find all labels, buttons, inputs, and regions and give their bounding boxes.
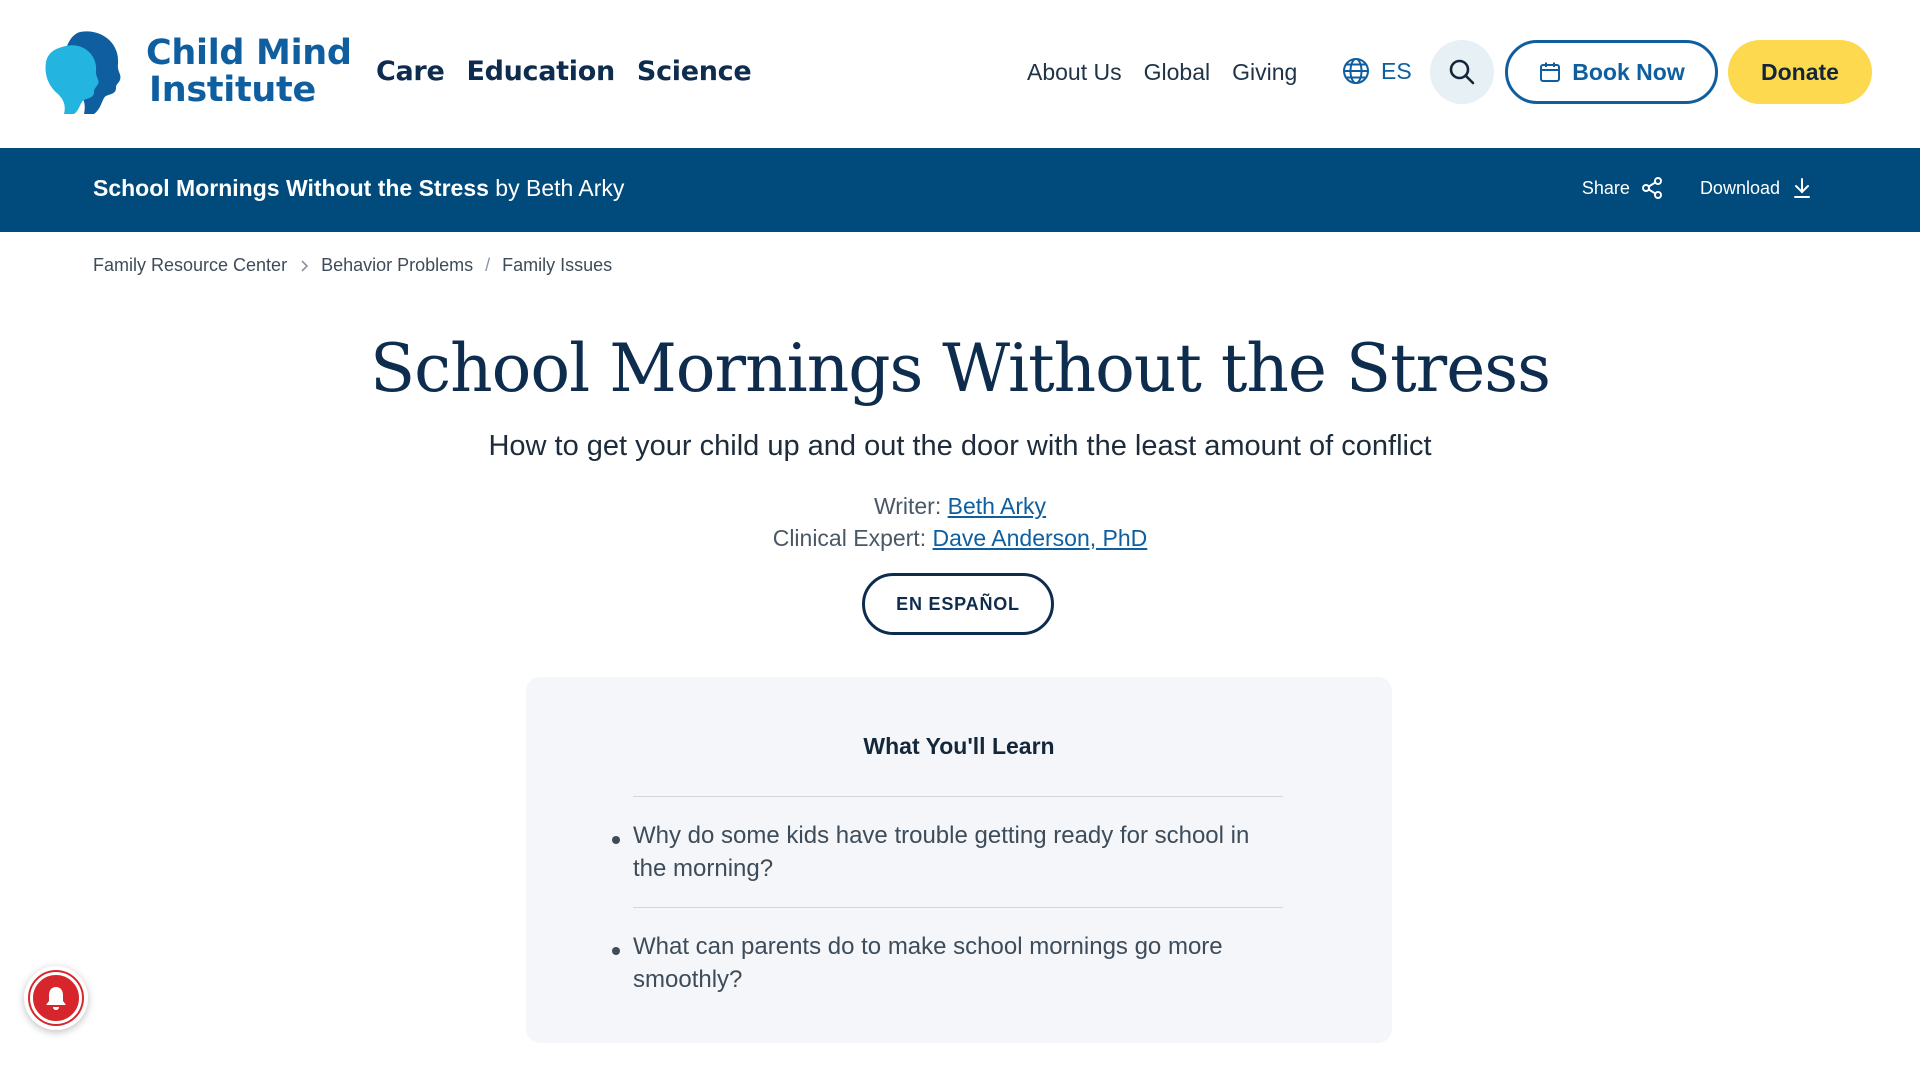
secondary-nav [1027, 59, 1297, 86]
what-youll-learn-box [526, 677, 1392, 1043]
nav-science[interactable]: Science [636, 56, 752, 87]
notification-bell-button[interactable] [24, 966, 88, 1030]
book-now-button[interactable] [1505, 40, 1718, 104]
writer-line [0, 490, 1920, 522]
notification-bell-badge [30, 972, 82, 1024]
learn-item: Why do some kids have trouble getting ready for school in the morning? [633, 796, 1283, 907]
en-espanol-button[interactable]: EN ESPAÑOL [862, 573, 1054, 635]
book-now-label: Book Now [1572, 58, 1685, 85]
breadcrumb-behavior-problems[interactable]: Behavior Problems [321, 255, 474, 275]
article-bar [0, 148, 1920, 232]
share-icon [1640, 176, 1664, 200]
globe-icon [1341, 56, 1371, 86]
language-label: ES [1381, 57, 1412, 84]
expert-label: Clinical Expert: [772, 525, 933, 551]
page-subtitle: How to get your child up and out the door with the least amount of conflict [488, 430, 1432, 462]
breadcrumb [93, 255, 612, 276]
nav-care[interactable]: Care [376, 56, 445, 87]
article-bar-title-text: School Mornings Without the Stress [93, 175, 489, 201]
calendar-icon [1538, 60, 1562, 84]
nav-global[interactable]: Global [1143, 59, 1211, 85]
logo-line-2: Institute [149, 70, 316, 110]
breadcrumb-family-issues[interactable]: Family Issues [502, 255, 613, 275]
nav-education[interactable]: Education [466, 56, 615, 87]
writer-link[interactable]: Beth Arky [947, 493, 1047, 519]
writer-label: Writer: [873, 493, 948, 519]
breadcrumb-separator: / [485, 255, 491, 275]
learn-list [633, 796, 1283, 1018]
donate-button[interactable]: Donate [1728, 40, 1872, 104]
download-button[interactable] [1700, 176, 1814, 200]
nav-giving[interactable]: Giving [1232, 59, 1298, 85]
logo-heads-icon [44, 28, 124, 116]
logo-wordmark [146, 35, 352, 109]
search-icon [1447, 57, 1477, 87]
bell-icon [41, 983, 71, 1013]
nav-about-us[interactable]: About Us [1027, 59, 1122, 85]
article-bar-title [93, 175, 624, 202]
download-label: Download [1699, 177, 1780, 198]
logo-line-1: Child Mind [146, 33, 352, 73]
download-icon [1790, 176, 1814, 200]
search-button[interactable] [1430, 40, 1494, 104]
expert-link[interactable]: Dave Anderson, PhD [932, 525, 1148, 551]
article-actions [1582, 176, 1814, 200]
breadcrumb-family-resource-center[interactable]: Family Resource Center [93, 255, 288, 275]
language-switcher[interactable] [1341, 56, 1412, 86]
site-logo[interactable] [44, 28, 352, 116]
article-bar-byline: by Beth Arky [488, 175, 625, 201]
chevron-right-icon [299, 259, 309, 273]
page-title: School Mornings Without the Stress [369, 330, 1551, 407]
share-button[interactable] [1582, 176, 1664, 200]
share-label: Share [1581, 177, 1630, 198]
site-header [0, 0, 1920, 148]
learn-title: What You'll Learn [863, 733, 1055, 759]
primary-nav [376, 56, 751, 87]
learn-item: What can parents do to make school mornings go more smoothly? [633, 907, 1283, 1018]
byline [0, 490, 1920, 554]
expert-line [0, 522, 1920, 554]
